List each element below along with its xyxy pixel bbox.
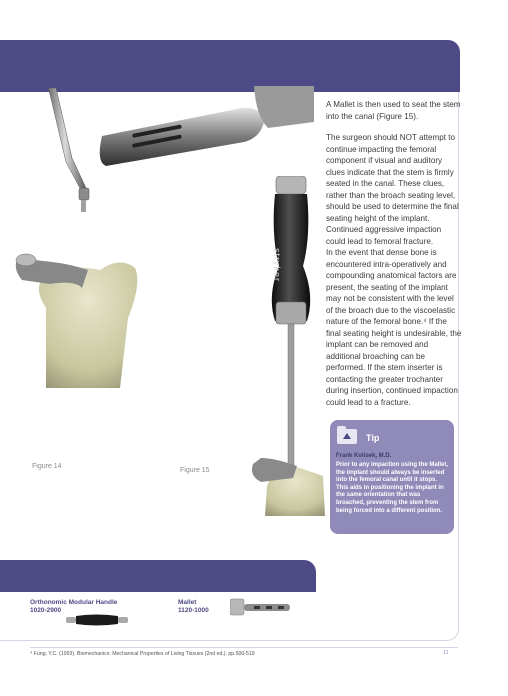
product-handle-code: 1020-2900: [30, 607, 62, 614]
tip-title: Tip: [366, 433, 380, 443]
mallet-image: [92, 86, 314, 176]
handle-brand-text: stryker: [272, 248, 282, 282]
product-handle-image: [66, 614, 130, 626]
product-mallet-image: [230, 597, 292, 617]
figure-15-caption: Figure 15: [180, 467, 210, 474]
product-band: [0, 560, 316, 592]
footnote: ⁴ Fung, Y.C. (1993). Biomechanics: Mechanical Properties of Living Tissues (2nd ed.). pp.500-519: [30, 651, 255, 657]
figure-14-caption: Figure 14: [32, 463, 62, 470]
figure-15-image: [245, 176, 325, 516]
page-number: 11: [443, 650, 449, 656]
body-paragraph-2: The surgeon should NOT attempt to continue impacting the femoral component if visual and auditory clues indicate that the stem is firmly seated in the canal. These clues, rather than the broach seating level, should be used to determine the final seating height of the implant. Continued aggressive impaction could lead to femoral fracture.: [326, 133, 459, 246]
header-band: [0, 40, 460, 92]
body-text: [326, 99, 462, 418]
tip-box: [330, 420, 454, 534]
product-handle: [30, 599, 117, 615]
tip-author: Frank Kolisek, M.D.: [336, 453, 392, 459]
tip-folder-icon: [337, 429, 357, 444]
product-handle-name: Orthonomic Modular Handle: [30, 599, 118, 606]
product-mallet: [178, 599, 209, 615]
product-mallet-code: 1120-1000: [178, 607, 209, 614]
body-paragraph-1: A Mallet is then used to seat the stem into the canal (Figure 15).: [326, 100, 461, 121]
body-paragraph-3: In the event that dense bone is encountered intra-operatively and compounding anatomical factors are present, the seating of the implant may not be consistent with the level of the broach due to the viscoelastic nature of the femoral bone.⁴ If the final seating height is undesirable, the implant can be removed and additional broaching can be performed. If the stem inserter is contacting the greater trochanter during insertion, continued impaction could lead to a fracture.: [326, 248, 462, 407]
footnote-rule: [30, 647, 458, 648]
product-mallet-name: Mallet: [178, 599, 197, 606]
tip-text: Prior to any impaction using the Mallet, the implant should always be inserted into the femoral canal until it stops. This aids in positioning the implant in the same orientation that was broached, preventing the stem from being forced into a different position.: [336, 462, 449, 514]
